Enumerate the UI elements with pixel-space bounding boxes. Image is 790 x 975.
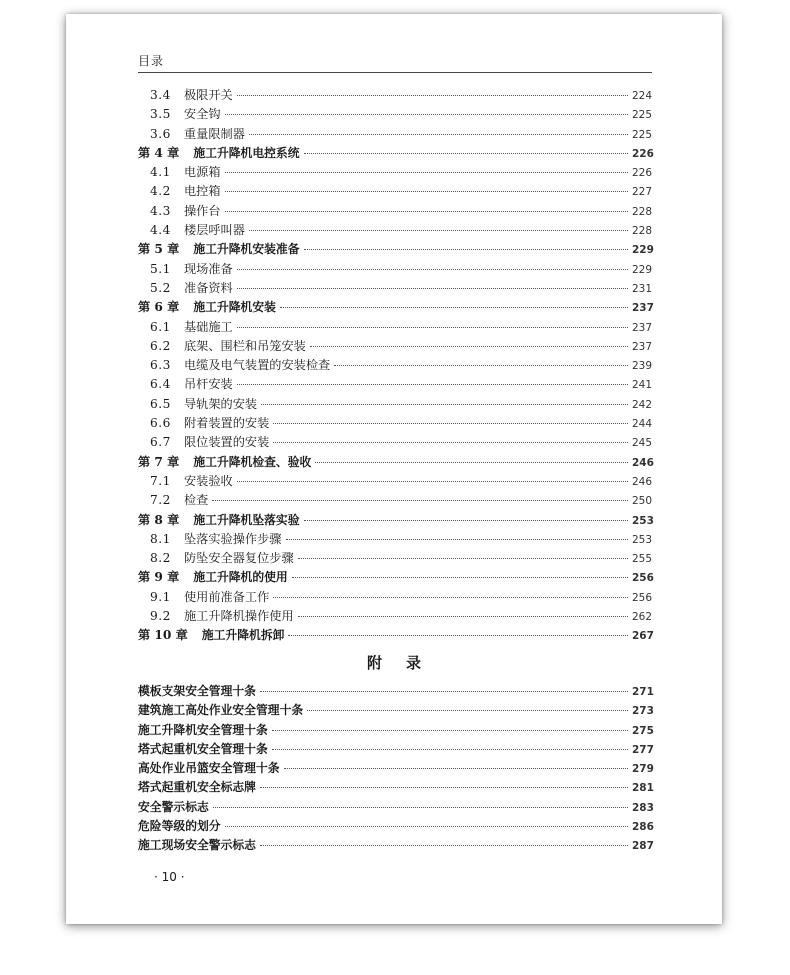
appendix-entry-title: 高处作业吊篮安全管理十条: [138, 761, 280, 776]
dot-leader: [237, 481, 628, 482]
toc-entry-number: 7.1: [150, 473, 171, 488]
toc-entry-number: 3.6: [150, 126, 171, 141]
toc-entry-page: 228: [632, 225, 653, 238]
toc-section-row: [138, 221, 652, 240]
toc-entry-page: 237: [632, 340, 653, 353]
dot-leader: [225, 211, 628, 212]
toc-entry-title: 施工升降机检查、验收: [193, 454, 312, 469]
toc-entry-number: 第 10 章: [138, 628, 188, 643]
dot-leader: [284, 768, 628, 769]
toc-entry-page: 241: [632, 379, 653, 392]
toc-section-row: [138, 182, 652, 201]
toc-entry-title: 吊杆安装: [184, 377, 233, 392]
dot-leader: [249, 134, 628, 135]
toc-section-row: [138, 472, 652, 491]
toc-entry-number: 4.3: [150, 203, 171, 218]
toc-section-row: [138, 337, 652, 356]
dot-leader: [272, 730, 628, 731]
dot-leader: [272, 749, 628, 750]
toc-chapter-row: [138, 144, 652, 163]
toc-section-row: [138, 125, 652, 144]
dot-leader: [310, 346, 628, 347]
dot-leader: [304, 520, 628, 521]
toc-section-row: [138, 395, 652, 414]
appendix-heading-second: 录: [406, 654, 424, 672]
toc-entry-number: 第 5 章: [138, 242, 180, 257]
dot-leader: [225, 826, 628, 827]
toc-section-row: [138, 105, 652, 124]
toc-entry-page: 231: [632, 282, 653, 295]
appendix-list: [138, 682, 652, 856]
toc-entry-title: 防坠安全器复位步骤: [184, 551, 294, 566]
toc-section-row: [138, 356, 652, 375]
toc-entry-title: 施工升降机的使用: [193, 570, 288, 585]
toc-entry-title: 电控箱: [184, 184, 221, 199]
toc-entry-number: 9.1: [150, 589, 171, 604]
appendix-heading-first: 附: [366, 654, 384, 672]
dot-leader: [225, 191, 628, 192]
toc-section-row: [138, 588, 652, 607]
toc-entry-page: 242: [632, 398, 653, 411]
toc-entry-number: 5.1: [150, 261, 171, 276]
appendix-entry-title: 安全警示标志: [138, 799, 209, 814]
toc-entry-page: 255: [632, 553, 653, 566]
dot-leader: [260, 691, 628, 692]
toc-entry-page: 237: [632, 302, 654, 315]
toc-entry-title: 底架、围栏和吊笼安装: [184, 338, 306, 353]
toc-section-row: [138, 433, 652, 452]
toc-section-row: [138, 279, 652, 298]
dot-leader: [249, 230, 628, 231]
dot-leader: [304, 249, 628, 250]
appendix-entry-page: 277: [632, 743, 654, 756]
dot-leader: [260, 845, 628, 846]
toc-entry-title: 安全钩: [184, 107, 221, 122]
dot-leader: [273, 423, 628, 424]
toc-entry-page: 225: [632, 109, 653, 122]
dot-leader: [260, 787, 628, 788]
dot-leader: [298, 558, 628, 559]
dot-leader: [288, 635, 628, 636]
toc-entry-title: 现场准备: [184, 261, 233, 276]
dot-leader: [225, 172, 628, 173]
toc-chapter-row: [138, 453, 652, 472]
toc-entry-title: 坠落实验操作步骤: [184, 531, 282, 546]
book-page: [66, 14, 722, 924]
toc-entry-page: 262: [632, 611, 653, 624]
appendix-entry-title: 塔式起重机安全标志牌: [138, 780, 256, 795]
running-head: 目录: [138, 54, 165, 68]
appendix-entry-title: 危险等级的划分: [138, 819, 221, 834]
toc-entry-number: 3.4: [150, 88, 171, 102]
toc-entry-page: 246: [632, 475, 653, 488]
dot-leader: [261, 404, 628, 405]
dot-leader: [315, 462, 628, 463]
dot-leader: [334, 365, 628, 366]
appendix-row: [138, 759, 652, 778]
table-of-contents: [138, 86, 652, 646]
toc-entry-title: 施工升降机安装准备: [193, 242, 300, 257]
toc-entry-page: 229: [632, 244, 654, 257]
toc-entry-page: 250: [632, 495, 653, 508]
toc-entry-number: 6.6: [150, 416, 171, 431]
toc-entry-page: 244: [632, 418, 653, 431]
toc-entry-page: 253: [632, 533, 653, 546]
appendix-entry-page: 286: [632, 821, 654, 834]
toc-entry-title: 使用前准备工作: [184, 589, 270, 604]
toc-entry-page: 256: [632, 591, 653, 604]
toc-entry-number: 4.2: [150, 184, 171, 199]
toc-entry-page: 237: [632, 321, 653, 334]
toc-entry-page: 267: [632, 630, 654, 643]
dot-leader: [225, 114, 628, 115]
toc-entry-page: 253: [632, 514, 654, 527]
toc-entry-number: 4.1: [150, 165, 171, 180]
toc-entry-page: 225: [632, 128, 653, 141]
dot-leader: [280, 307, 628, 308]
toc-entry-title: 施工升降机拆卸: [201, 628, 285, 643]
dot-leader: [237, 384, 628, 385]
toc-section-row: [138, 414, 652, 433]
dot-leader: [237, 327, 628, 328]
toc-entry-page: 227: [632, 186, 653, 199]
toc-section-row: [138, 163, 652, 182]
page-number: · 10 ·: [154, 870, 185, 884]
appendix-row: [138, 721, 652, 740]
toc-entry-number: 第 9 章: [138, 570, 180, 585]
dot-leader: [237, 288, 628, 289]
toc-entry-title: 电源箱: [184, 165, 221, 180]
appendix-entry-title: 施工现场安全警示标志: [138, 838, 256, 853]
toc-entry-number: 8.2: [150, 551, 171, 566]
toc-chapter-row: [138, 240, 652, 259]
toc-entry-number: 第 7 章: [138, 454, 180, 469]
dot-leader: [213, 807, 628, 808]
toc-entry-title: 施工升降机电控系统: [193, 145, 300, 160]
dot-leader: [237, 95, 628, 96]
toc-chapter-row: [138, 626, 652, 645]
toc-section-row: [138, 86, 652, 105]
toc-entry-page: 228: [632, 205, 653, 218]
toc-section-row: [138, 491, 652, 510]
toc-section-row: [138, 260, 652, 279]
toc-entry-title: 楼层呼叫器: [184, 223, 245, 238]
appendix-entry-title: 施工升降机安全管理十条: [138, 722, 268, 737]
toc-chapter-row: [138, 568, 652, 587]
appendix-entry-title: 建筑施工高处作业安全管理十条: [138, 703, 304, 718]
toc-entry-title: 准备资料: [184, 280, 233, 295]
toc-section-row: [138, 375, 652, 394]
toc-section-row: [138, 549, 652, 568]
toc-entry-title: 重量限制器: [184, 126, 245, 141]
toc-entry-page: 245: [632, 437, 653, 450]
toc-entry-number: 9.2: [150, 609, 171, 624]
toc-entry-page: 256: [632, 572, 654, 585]
dot-leader: [212, 500, 628, 501]
toc-entry-title: 检查: [184, 493, 209, 508]
toc-chapter-row: [138, 511, 652, 530]
toc-section-row: [138, 318, 652, 337]
toc-entry-number: 6.1: [150, 319, 171, 334]
dot-leader: [286, 539, 629, 540]
appendix-heading: [138, 652, 652, 673]
appendix-row: [138, 701, 652, 720]
toc-entry-title: 施工升降机坠落实验: [193, 512, 300, 527]
toc-entry-number: 第 6 章: [138, 300, 180, 315]
toc-entry-number: 第 4 章: [138, 145, 180, 160]
toc-entry-page: 226: [632, 167, 653, 180]
header-rule: [138, 72, 652, 73]
toc-entry-number: 6.7: [150, 435, 171, 450]
toc-entry-number: 8.1: [150, 531, 171, 546]
toc-entry-title: 电缆及电气装置的安装检查: [184, 358, 331, 373]
dot-leader: [298, 616, 628, 617]
dot-leader: [273, 442, 628, 443]
dot-leader: [292, 577, 628, 578]
appendix-row: [138, 817, 652, 836]
appendix-row: [138, 682, 652, 701]
dot-leader: [307, 710, 628, 711]
appendix-entry-page: 279: [632, 763, 654, 776]
appendix-row: [138, 740, 652, 759]
toc-entry-number: 6.5: [150, 396, 171, 411]
toc-chapter-row: [138, 298, 652, 317]
toc-entry-page: 239: [632, 360, 653, 373]
toc-section-row: [138, 530, 652, 549]
appendix-entry-title: 模板支架安全管理十条: [138, 684, 256, 698]
toc-entry-title: 极限开关: [184, 88, 233, 102]
toc-section-row: [138, 202, 652, 221]
appendix-entry-title: 塔式起重机安全管理十条: [138, 741, 268, 756]
toc-entry-number: 第 8 章: [138, 512, 180, 527]
toc-entry-number: 6.4: [150, 377, 171, 392]
toc-entry-title: 基础施工: [184, 319, 233, 334]
appendix-entry-page: 287: [632, 840, 654, 853]
dot-leader: [304, 153, 628, 154]
toc-entry-number: 6.2: [150, 338, 171, 353]
appendix-row: [138, 798, 652, 817]
dot-leader: [273, 597, 628, 598]
toc-entry-page: 246: [632, 456, 654, 469]
toc-entry-number: 4.4: [150, 223, 171, 238]
toc-entry-title: 附着装置的安装: [184, 416, 270, 431]
toc-entry-number: 7.2: [150, 493, 171, 508]
toc-entry-title: 施工升降机安装: [193, 300, 276, 315]
toc-entry-title: 操作台: [184, 203, 221, 218]
toc-entry-title: 施工升降机操作使用: [184, 609, 294, 624]
appendix-entry-page: 281: [632, 782, 654, 795]
toc-entry-title: 安装验收: [184, 473, 233, 488]
toc-entry-title: 导轨架的安装: [184, 396, 258, 411]
appendix-entry-page: 273: [632, 705, 654, 718]
toc-entry-number: 6.3: [150, 358, 171, 373]
toc-entry-page: 226: [632, 147, 654, 160]
toc-entry-title: 限位装置的安装: [184, 435, 270, 450]
appendix-row: [138, 778, 652, 797]
toc-entry-number: 3.5: [150, 107, 171, 122]
appendix-entry-page: 271: [632, 686, 654, 698]
toc-entry-page: 224: [632, 90, 653, 102]
toc-entry-number: 5.2: [150, 280, 171, 295]
appendix-entry-page: 283: [632, 801, 654, 814]
appendix-entry-page: 275: [632, 724, 654, 737]
dot-leader: [237, 269, 628, 270]
toc-entry-page: 229: [632, 263, 653, 276]
appendix-row: [138, 836, 652, 855]
toc-section-row: [138, 607, 652, 626]
